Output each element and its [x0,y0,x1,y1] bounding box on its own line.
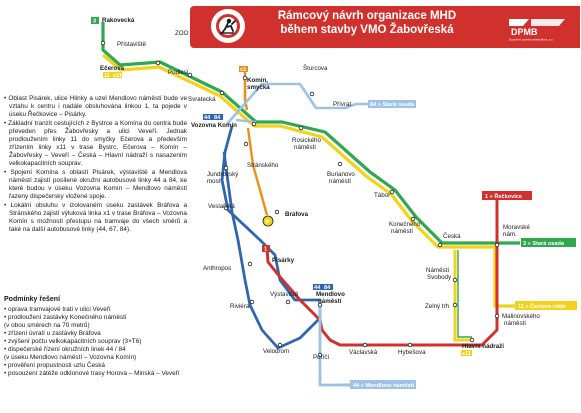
station-komin-1: Komín, [247,77,268,84]
station-malinovskeho-2: náměstí [504,320,527,327]
station-riviera: Riviéra [230,303,250,310]
svg-text:44 » Mendlovo náměstí: 44 » Mendlovo náměstí [353,383,415,389]
svg-text:3 » Stará osada: 3 » Stará osada [523,241,565,247]
badge-line44-mendlovo [350,380,416,389]
conditions-title: Podmínky řešení [4,296,61,303]
badge-line11-ecerova [103,72,122,79]
station-podlesi: Podlesí [168,69,189,76]
svg-text:DPMB: DPMB [511,27,538,37]
station-vozovna-komin: Vozovna Komín [191,122,237,129]
svg-text:1: 1 [264,246,268,253]
svg-text:x11: x11 [462,351,472,357]
station-moravske-1: Moravské [503,224,530,231]
badge-x1-komin [239,66,248,73]
explanation-bullet: • Oblast Pisárek, ulice Hlinky a uzel Mendlovo náměstí bude ve vztahu k centru i nadále obsluhována linkou 1, ta pojede v úseku Řečkovice – Pisárky. [4,95,187,118]
line-1-route [267,200,497,345]
station-burianovo-2: náměstí [329,178,352,185]
explanation-bullet: • Základní tranzit cestujících z Bystrce a Komína do centra bude převeden přes Žabovřesky a ulici Veveří. Jednak prodloužením linky 11 do smyčky Ečerova a především zřízením linky x11 v trase Bystrc, Ečerova – Komín – Žabovřesky – Veveří – Česká – Hlavní nádraží s nasazením velkokapacitních souprav. [4,120,187,167]
svg-text:44: 44 [204,115,211,121]
svg-text:44: 44 [314,285,321,291]
badge-line3-stara-osada [521,238,576,247]
station-zelny-trh: Zelný trh [425,303,450,310]
station-moravske-2: nám. [503,231,517,238]
station-komin-2: smyčka [247,84,270,91]
badge-44-84-vozovna [203,114,223,121]
condition-item: • zvýšení počtu velkokapacitních souprav (3×T6) [4,338,142,345]
station-velodrom: Velodrom [263,348,290,355]
explanation-text [4,95,187,235]
poi-icon [263,216,273,226]
station-anthropos: Anthropos [203,265,232,272]
svg-text:x11: x11 [113,73,123,79]
svg-text:x1: x1 [240,67,247,73]
badge-x11-hlavni [461,350,472,357]
station-jundrovsky-1: Jundrovský [207,171,239,178]
station-brafova: Bráfova [285,211,309,218]
condition-item: (v obou směrech na 70 metrů) [4,322,90,329]
station-ecerova: Ečerova [100,65,125,72]
station-sturcova: Šturcova [303,65,328,72]
condition-item: • prodloužení zastávky Konečného náměstí [4,314,127,321]
svg-text:11 » Čertova rokle: 11 » Čertova rokle [518,304,566,310]
station-burianovo-1: Burianovo [327,171,355,178]
badge-line11-certova-rokle [515,301,577,310]
station-tabor: Tábor [374,192,391,199]
condition-item: • posouzení zátěže odklonové trasy Horova – Minská – Veveří [4,370,180,377]
station-stranskeho: Stránského [247,162,279,169]
condition-item: • prověření propustnosti uzlu Česká [4,362,105,369]
svg-text:1 » Řečkovice: 1 » Řečkovice [485,194,523,200]
station-ceska: Česká [443,233,461,240]
station-mendlovo-1: Mendlovo [316,291,345,298]
badge-44-84-mendlovo [313,284,333,291]
svg-text:P: P [265,219,270,226]
station-mendlovo-2: náměstí [318,298,342,305]
badge-line84-stara-osada [368,100,416,108]
station-namesti-svobody-1: Náměstí [426,267,450,274]
station-malinovskeho-1: Malinovského [502,313,540,320]
svg-text:Dopravní podnik města Brna, a.: Dopravní podnik města Brna, a.s. [509,37,554,42]
station-vystaviste: Výstaviště [270,291,299,298]
station-rosickeho-1: Rosického [292,137,321,144]
station-konecneho-2: náměstí [391,228,414,235]
line-44-route [222,126,320,348]
station-veslarska: Veslařská [208,203,235,210]
station-jundrovsky-2: most [207,178,221,185]
station-zoo: ZOO [175,30,189,37]
station-vaclavska: Václavská [349,349,378,356]
station-poric: Poříčí [313,354,330,361]
station-privrat: Přívrat [333,101,352,108]
station-svratecka: Svratecká [188,96,216,103]
badge-line1-reckovice [482,191,532,200]
badge-line1-pisarky [262,245,270,253]
explanation-bullet: • Spojení Komína s oblastí Pisárek, výstaviště a Mendlova náměstí zajistí posílené okružní autobusové linky 44 a 84, ke které budou v úseku Vozovna Komín – Mendlovo náměstí řazeny dispečersky vložené spoje. [4,169,187,200]
svg-text:84 » Stará osada: 84 » Stará osada [370,102,415,108]
explanation-bullet: • Lokální obsluhu v izolovaném úseku zastávek Bráfova a Stránského zajistí výluková linka x1 v trase Bráfova – Vozovna Komín s možností přestupu na tramvaje do všech směrů a také na další autobusové linky (44, 67, 84). [4,202,187,233]
badge-line3-top [91,17,99,25]
station-pisarky: Písárky [272,257,295,264]
svg-text:11: 11 [104,73,110,79]
conditions-block [4,296,187,378]
line-x1-route-2 [248,128,267,215]
station-pristaviste-top: Přístaviště [117,41,146,48]
station-rakovecka: Rakovecká [102,17,135,24]
condition-item: • oprava tramvajové trati v ulici Veveří [4,306,111,313]
condition-item: • zřízení úvratí u zastávky Bráfova [4,330,101,337]
station-rosickeho-2: náměstí [294,144,317,151]
station-hlavni-nadrazi: Hlavní nádraží [462,343,504,350]
condition-item: • dispečerské řízení okružních linek 44 / 84 [4,346,126,353]
svg-text:84: 84 [324,285,331,291]
svg-text:3: 3 [93,18,97,25]
page-title: Rámcový návrh organizace MHD během stavby VMO Žabovřeská [277,10,457,36]
station-hybesova: Hybešova [398,349,426,356]
station-konecneho-1: Konečného [389,221,421,228]
svg-text:84: 84 [214,115,221,121]
station-namesti-svobody-2: Svobody [427,274,452,281]
condition-item: (v úseku Mendlovo náměstí – Vozovna Komín) [4,354,137,361]
